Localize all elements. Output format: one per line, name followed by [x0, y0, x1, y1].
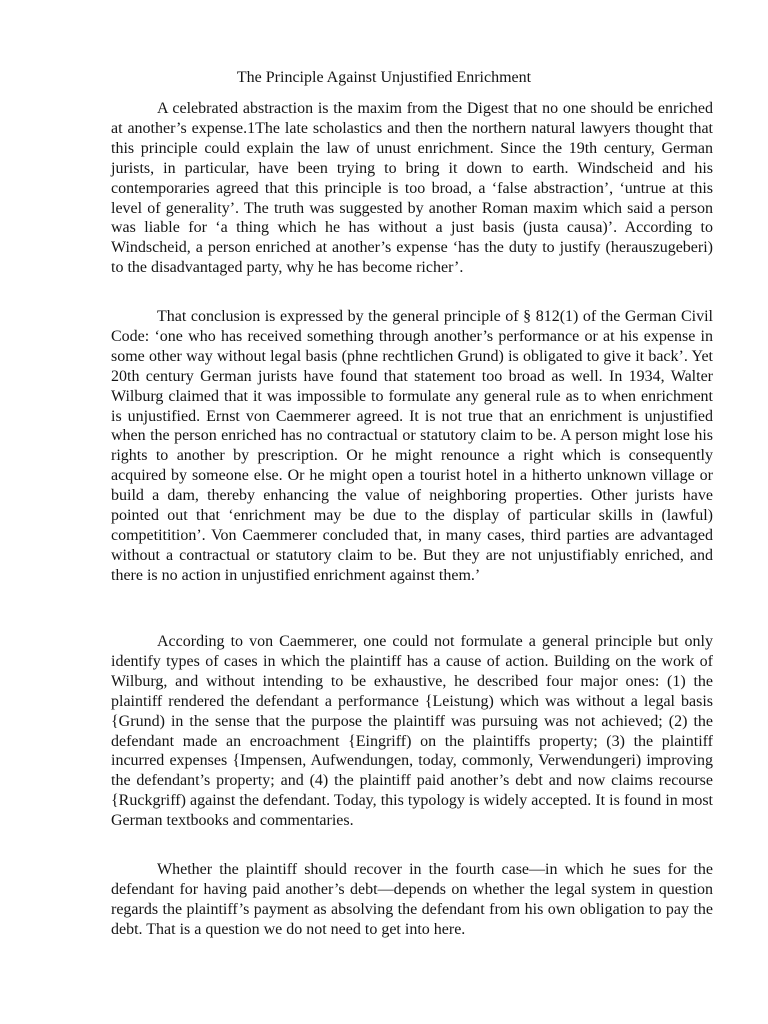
paragraph: According to von Caemmerer, one could not formulate a general principle but only identify types of cases in which the plaintiff has a cause of action. Building on the work of Wilburg, and without intending to be exhaustive, he described four major ones: (1) the plaintiff rendered the defendant a performance {Leistung) which was without a legal basis {Grund) in the sense that the purpose the plaintiff was pursuing was not achieved; (2) the defendant made an encroachment {Eingriff) on the plaintiffs property; (3) the plaintiff incurred expenses {Impensen, Aufwendungen, today, commonly, Verwendungeri) improving the defendant’s property; and (4) the plaintiff paid another’s debt and now claims recourse {Ruckgriff) against the defendant. Today, this typology is widely accepted. It is found in most German textbooks and commentaries. — [111, 633, 713, 830]
document-title: The Principle Against Unjustified Enrichment — [236, 69, 532, 86]
paragraph: Whether the plaintiff should recover in the fourth case—in which he sues for the defendant for having paid another’s debt—depends on whether the legal system in question regards the plaintiff’s payment as absolving the defendant from his own obligation to pay the debt. That is a question we do not need to get into here. — [111, 861, 713, 938]
paragraph: That conclusion is expressed by the general principle of § 812(1) of the German Civil Code: ‘one who has received something through another’s performance or at his expense in some other way without legal basis (phne rechtlichen Grund) is obligated to give it back’. Yet 20th century German jurists have found that statement too broad as well. In 1934, Walter Wilburg claimed that it was impossible to formulate any general rule as to when enrichment is unjustified. Ernst von Caemmerer agreed. It is not true that an enrichment is unjustified when the person enriched has no contractual or statutory claim to be. A person might lose his rights to another by prescription. Or he might renounce a right which is consequently acquired by someone else. Or he might open a tourist hotel in a hitherto unknown village or build a dam, thereby enhancing the value of neighboring properties. Other jurists have pointed out that ‘enrichment may be due to the display of particular skills in (lawful) competitition’. Von Caemmerer concluded that, in many cases, third parties are advantaged without a contractual or statutory claim to be. But they are not unjustifiably enriched, and there is no action in unjustified enrichment against them.’ — [111, 308, 713, 584]
paragraph: A celebrated abstraction is the maxim from the Digest that no one should be enriched at another’s expense.1The late scholastics and then the northern natural lawyers thought that this principle could explain the law of unust enrichment. Since the 19th century, German jurists, in particular, have been trying to bring it down to earth. Windscheid and his contemporaries agreed that this principle is too broad, a ‘false abstraction’, ‘untrue at this level of generality’. The truth was suggested by another Roman maxim which said a person was liable for ‘a thing which he has without a just basis (justa causa)’. According to Windscheid, a person enriched at another’s expense ‘has the duty to justify (herauszugeberi) to the disadvantaged party, why he has become richer’. — [111, 100, 713, 277]
